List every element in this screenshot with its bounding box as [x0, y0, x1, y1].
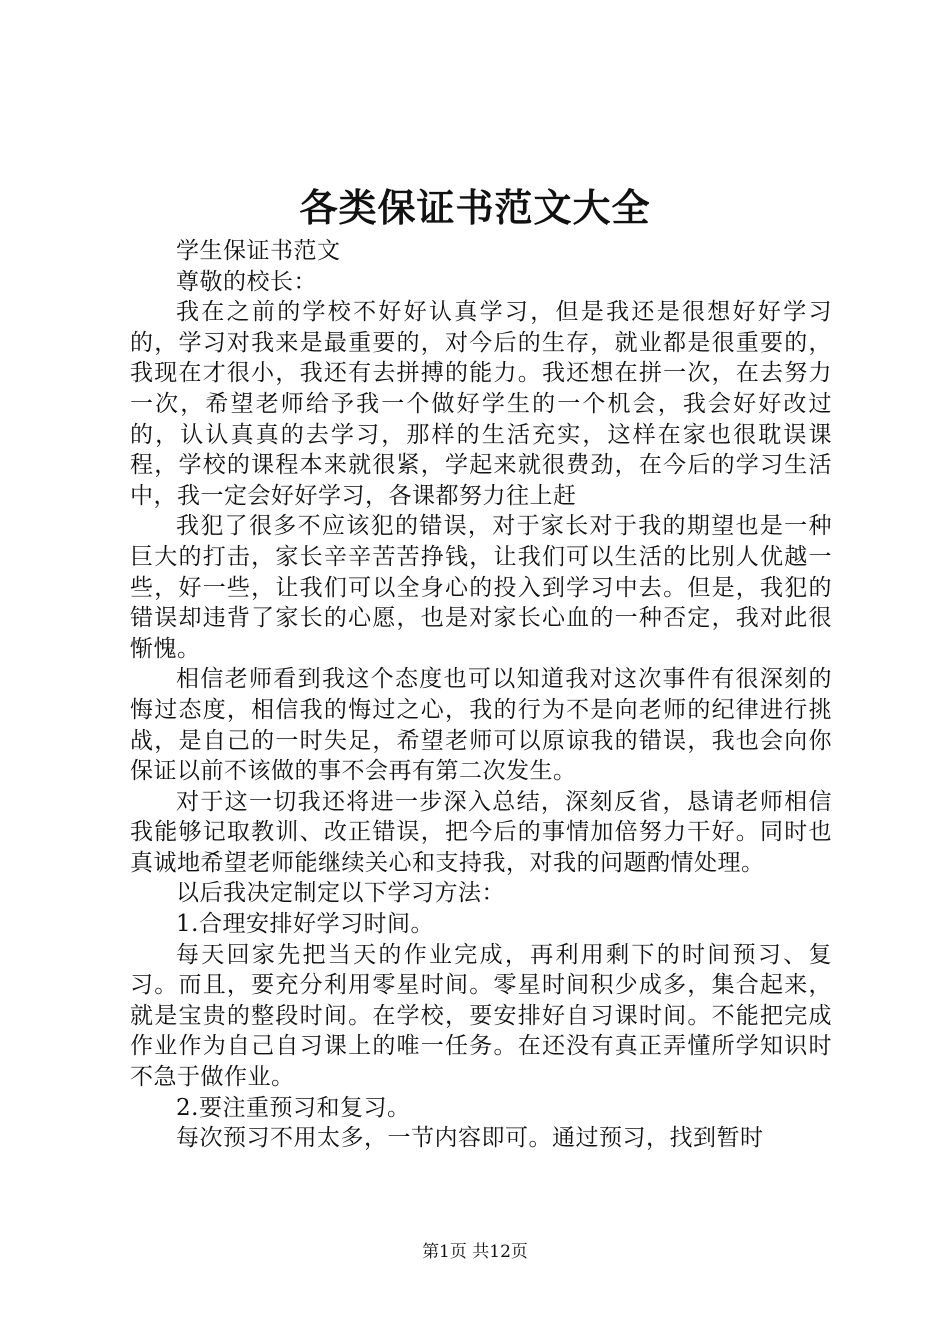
paragraph: 以后我决定制定以下学习方法：	[176, 880, 505, 907]
paragraph: 每次预习不用太多，一节内容即可。通过预习，找到暂时	[176, 1125, 764, 1152]
paragraph: 对于这一切我还将进一步深入总结，深刻反省，恳请老师相信我能够记取教训、改正错误，把今后的事情加倍努力干好。同时也真诚地希望老师能继续关心和支持我，对我的问题酌情处理。	[130, 788, 832, 876]
paragraph: 我犯了很多不应该犯的错误，对于家长对于我的期望也是一种巨大的打击，家长辛辛苦苦挣钱，让我们可以生活的比别人优越一些，好一些，让我们可以全身心的投入到学习中去。但是，我犯的错误却违背了家长的心愿，也是对家长心血的一种否定，我对此很惭愧。	[130, 513, 832, 662]
paragraph: 相信老师看到我这个态度也可以知道我对这次事件有很深刻的悔过态度，相信我的悔过之心，我的行为不是向老师的纪律进行挑战，是自己的一时失足，希望老师可以原谅我的错误，我也会向你保证以前不该做的事不会再有第二次发生。	[130, 666, 832, 785]
document-body	[130, 236, 832, 1154]
document-title: 各类保证书范文大全	[299, 185, 651, 230]
paragraph: 每天回家先把当天的作业完成，再利用剩下的时间预习、复习。而且，要充分利用零星时间。零星时间积少成多，集合起来，就是宝贵的整段时间。在学校，要安排好自习课时间。不能把完成作业作为自己自习课上的唯一任务。在还没有真正弄懂所学知识时不急于做作业。	[130, 941, 832, 1091]
paragraph-heading: 学生保证书范文	[176, 238, 341, 264]
paragraph-salutation: 尊敬的校长：	[176, 268, 317, 295]
paragraph: 我在之前的学校不好好认真学习，但是我还是很想好好学习的，学习对我来是最重要的，对今后的生存，就业都是很重要的，我现在才很小，我还有去拼搏的能力。我还想在拼一次，在去努力一次，希望老师给予我一个做好学生的一个机会，我会好好改过的，认认真真的去学习，那样的生活充实，这样在家也很耽误课程，学校的课程本来就很紧，学起来就很费劲，在今后的学习生活中，我一定会好好学习，各课都努力往上赶	[130, 299, 832, 509]
list-item-heading: 2.要注重预习和复习。	[176, 1094, 411, 1121]
page-number-footer: 第1页 共12页	[422, 1242, 528, 1262]
list-item-heading: 1.合理安排好学习时间。	[176, 911, 434, 938]
